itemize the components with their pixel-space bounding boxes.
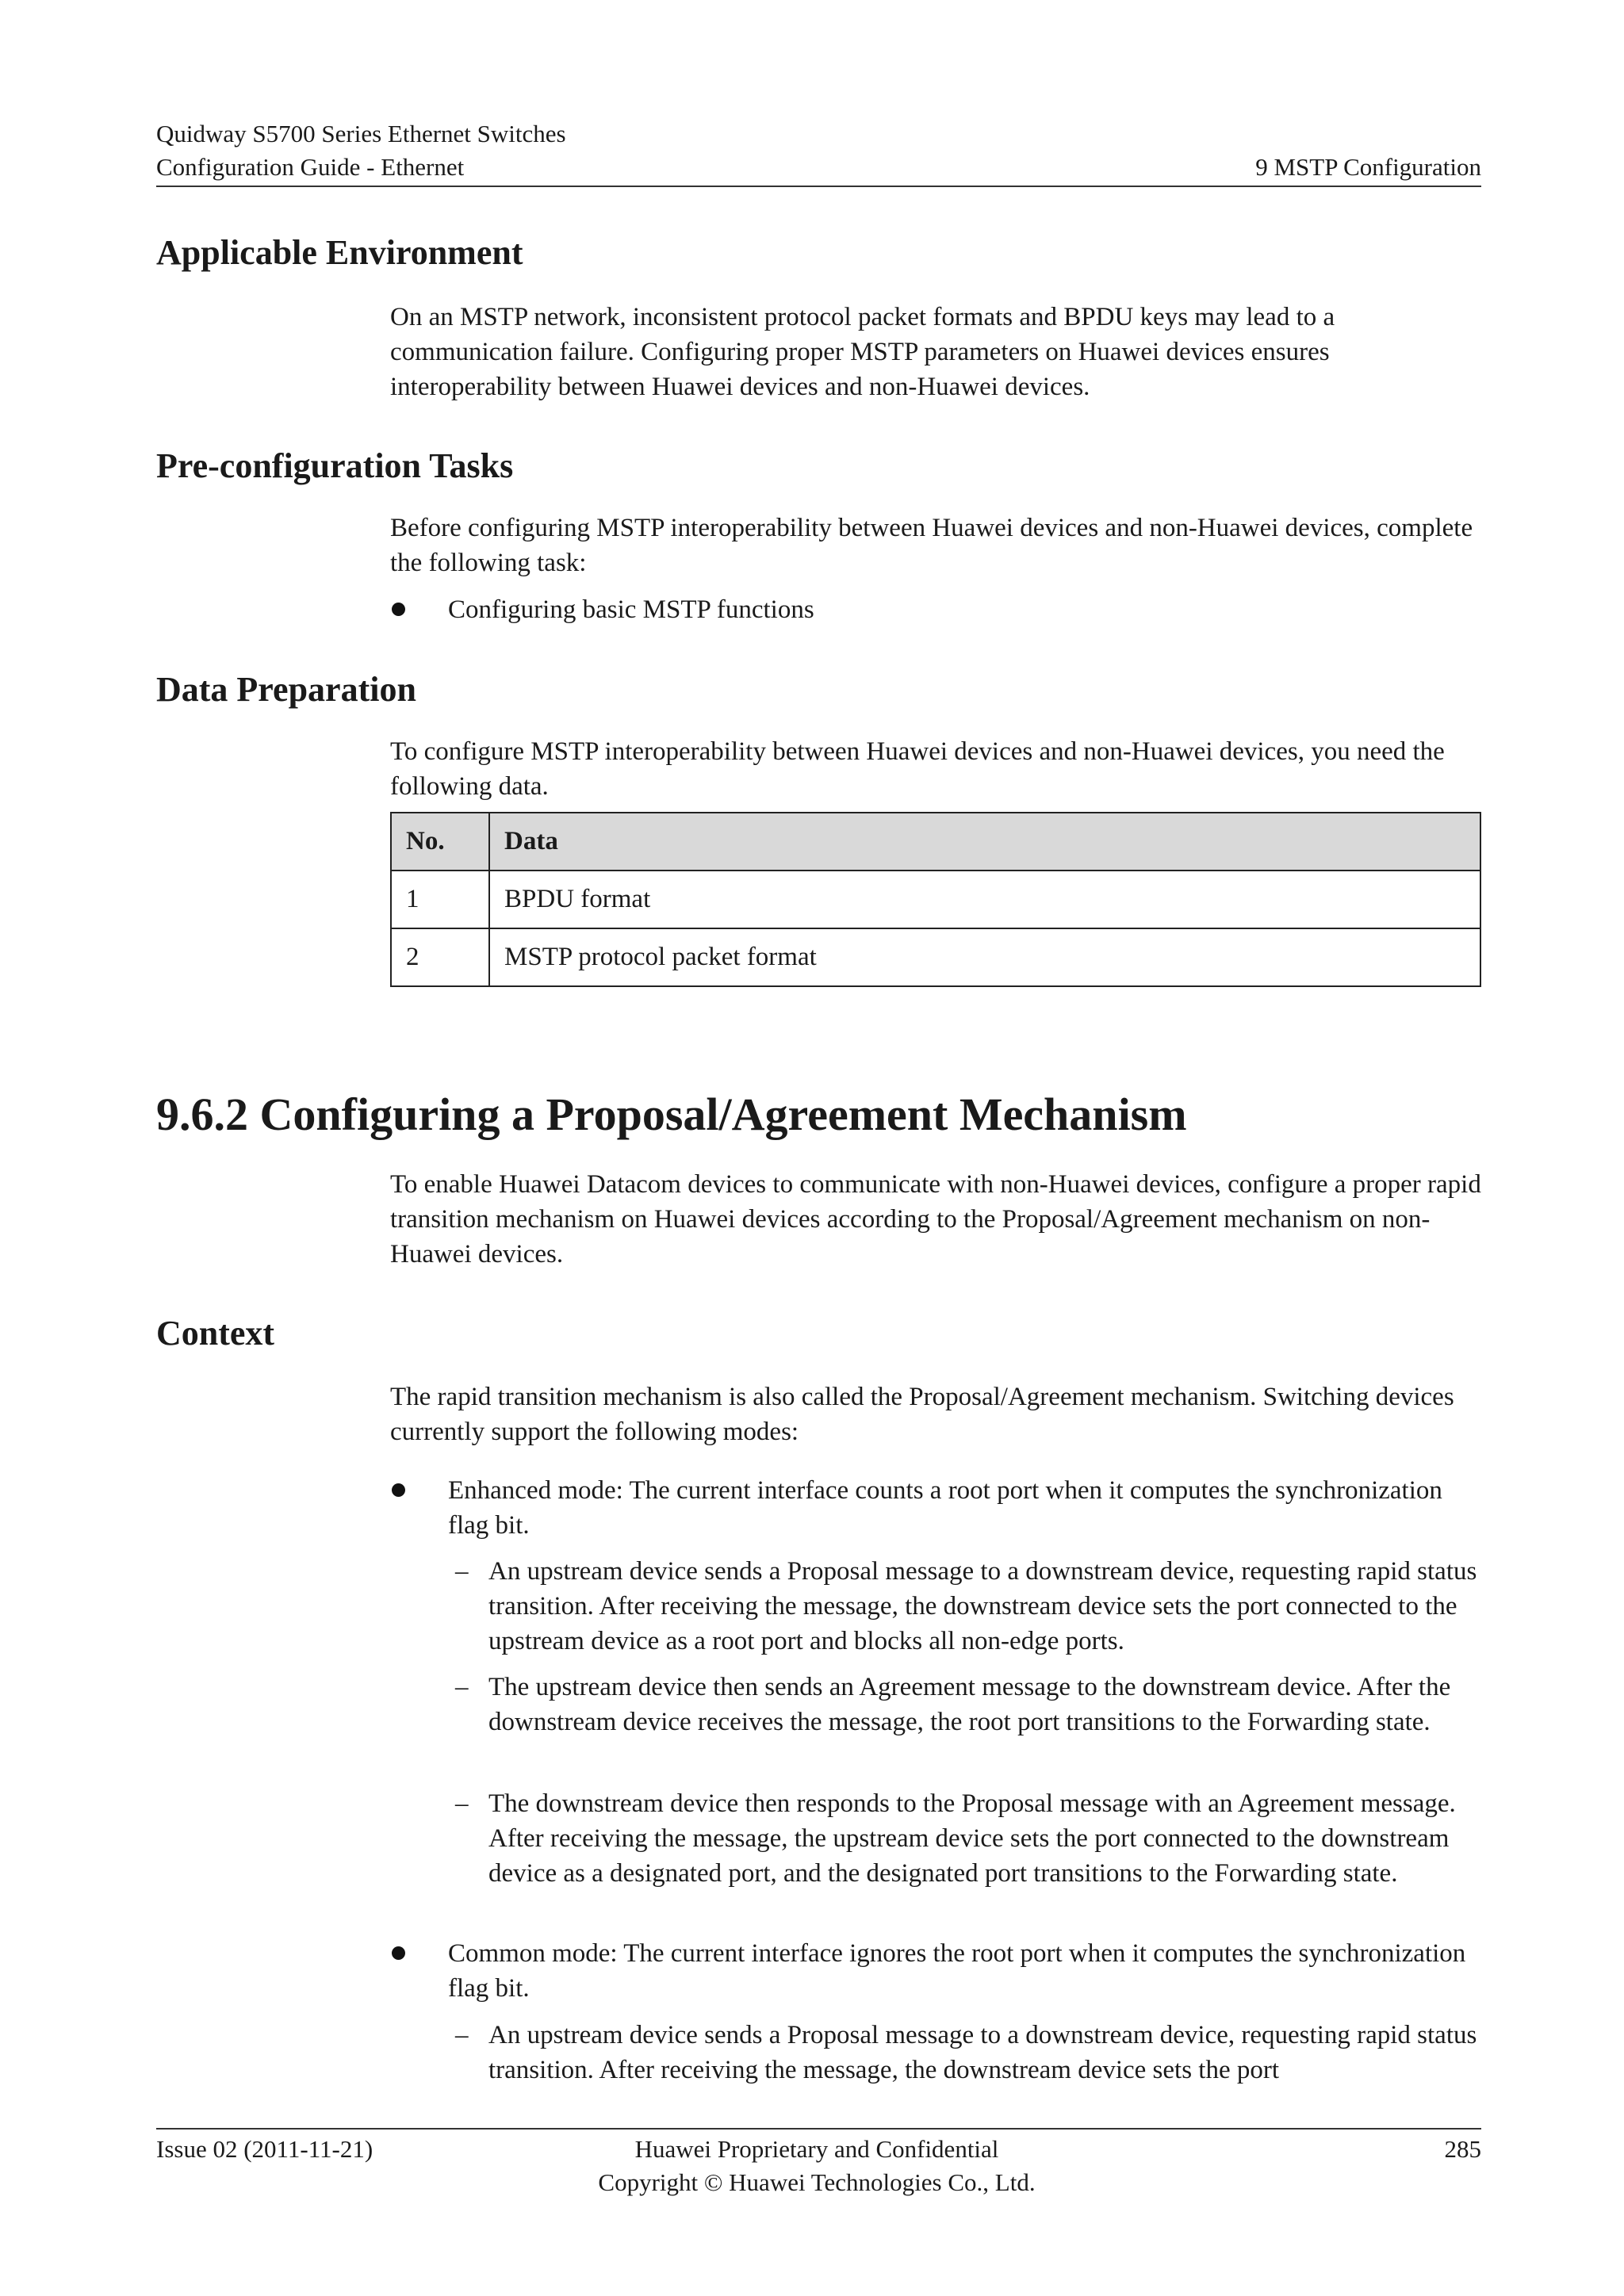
table-cell-no: 2	[391, 928, 489, 986]
table-cell-data: MSTP protocol packet format	[489, 928, 1480, 986]
bullet-text: Configuring basic MSTP functions	[448, 595, 814, 624]
table-cell-no: 1	[391, 871, 489, 928]
table-row	[391, 871, 1480, 928]
bullet-icon	[392, 1946, 405, 1960]
data-table	[390, 812, 1481, 987]
footer-center	[476, 2133, 1158, 2199]
page-number: 285	[1444, 2135, 1481, 2163]
dash-marker: –	[455, 1557, 469, 1586]
applicable-environment-text: On an MSTP network, inconsistent protocol packet formats and BPDU keys may lead to a communication failure. Configuring proper MSTP parameters on Huawei devices ensures interoperability between Huawei devices and non-Huawei devices.	[390, 303, 1335, 401]
section-intro-text: To enable Huawei Datacom devices to communicate with non-Huawei devices, configure a proper rapid transition mechanism on Huawei devices according to the Proposal/Agreement mechanism on non-Huawei devices.	[390, 1170, 1481, 1269]
dash-marker: –	[455, 2021, 469, 2049]
table-row	[391, 928, 1480, 986]
preconfiguration-text: Before configuring MSTP interoperability between Huawei devices and non-Huawei devices, complete the following task:	[390, 514, 1473, 577]
footer-proprietary: Huawei Proprietary and Confidential	[634, 2135, 999, 2163]
header-divider	[156, 186, 1481, 187]
heading-data-preparation: Data Preparation	[156, 670, 416, 709]
heading-context: Context	[156, 1314, 275, 1353]
sub-list-text: An upstream device sends a Proposal message to a downstream device, requesting rapid status transition. After receiving the message, the downstream device sets the port	[488, 2021, 1477, 2084]
heading-preconfiguration-tasks: Pre-configuration Tasks	[156, 446, 514, 485]
heading-applicable-environment: Applicable Environment	[156, 233, 523, 272]
footer-divider	[156, 2128, 1481, 2130]
bullet-text: Enhanced mode: The current interface counts a root port when it computes the synchronization flag bit.	[448, 1476, 1442, 1540]
bullet-text: Common mode: The current interface ignores the root port when it computes the synchronization flag bit.	[448, 1939, 1466, 2003]
header-product: Quidway S5700 Series Ethernet Switches	[156, 120, 566, 147]
column-header-data: Data	[489, 813, 1480, 871]
context-text: The rapid transition mechanism is also called the Proposal/Agreement mechanism. Switching devices currently support the following modes:	[390, 1383, 1454, 1446]
sub-list-text: The downstream device then responds to the Proposal message with an Agreement message. After receiving the message, the upstream device sets the port connected to the downstream device as a designated port, and the designated port transitions to the Forwarding state.	[488, 1789, 1456, 1888]
column-header-no: No.	[391, 813, 489, 871]
footer-copyright: Copyright © Huawei Technologies Co., Ltd.	[598, 2168, 1036, 2196]
page-header	[156, 117, 1481, 184]
data-preparation-text: To configure MSTP interoperability between Huawei devices and non-Huawei devices, you need the following data.	[390, 737, 1445, 801]
table-cell-data: BPDU format	[489, 871, 1480, 928]
table-header-row	[391, 813, 1480, 871]
section-title: 9.6.2 Configuring a Proposal/Agreement Mechanism	[156, 1089, 1187, 1140]
sub-list-text: An upstream device sends a Proposal message to a downstream device, requesting rapid status transition. After receiving the message, the downstream device sets the port connected to the upstream device as a root port and blocks all non-edge ports.	[488, 1557, 1477, 1655]
bullet-icon	[392, 603, 405, 616]
header-chapter: 9 MSTP Configuration	[1255, 153, 1481, 181]
header-guide: Configuration Guide - Ethernet	[156, 153, 465, 181]
dash-marker: –	[455, 1789, 469, 1818]
bullet-icon	[392, 1483, 405, 1497]
footer-issue: Issue 02 (2011-11-21)	[156, 2135, 373, 2163]
sub-list-text: The upstream device then sends an Agreement message to the downstream device. After the downstream device receives the message, the root port transitions to the Forwarding state.	[488, 1673, 1451, 1736]
dash-marker: –	[455, 1673, 469, 1701]
